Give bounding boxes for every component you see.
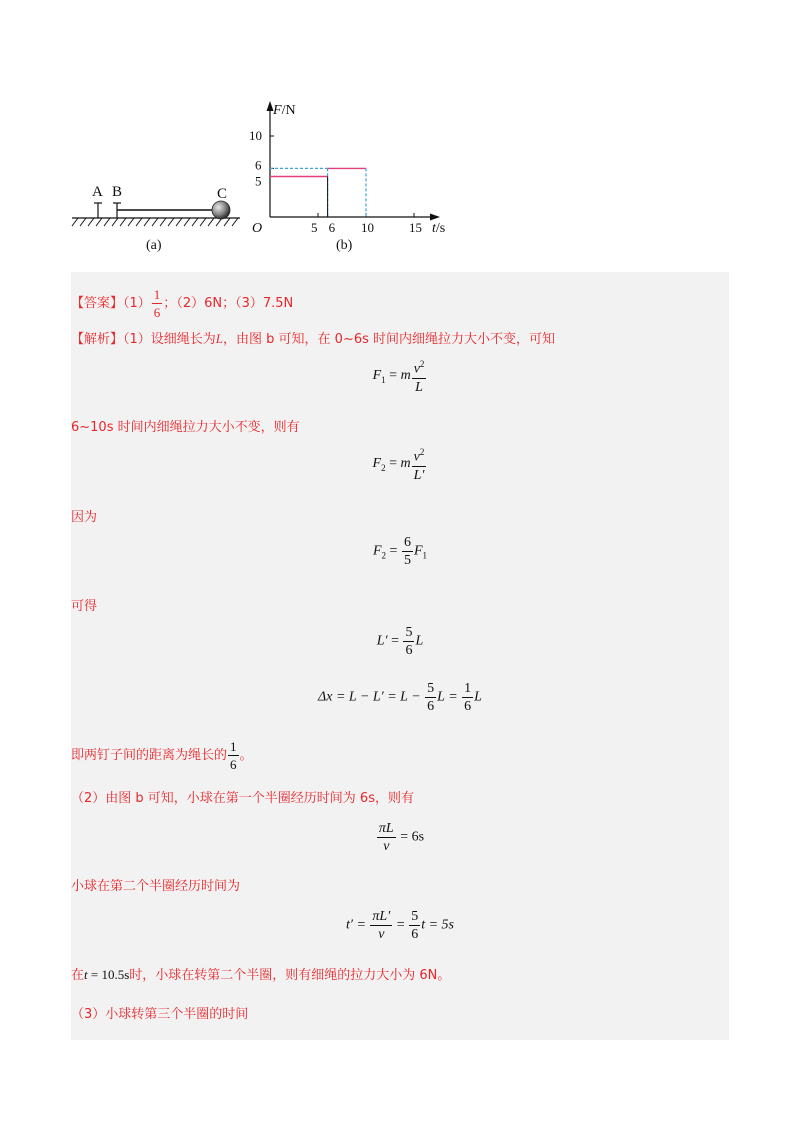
analysis-line-6: （2）由图 b 可知，小球在第一个半圈经历时间为 6s，则有: [71, 791, 414, 806]
analysis-line-8: 在t = 10.5s时，小球在转第二个半圈，则有细绳的拉力大小为 6N。: [71, 967, 451, 983]
equation-5: Δx = L − L′ = L − $\frac{5}{6}$ L = $\frac{1}{6}$ L: [318, 681, 482, 714]
label-a: A: [92, 184, 103, 200]
x-tick-label-6: 6: [328, 220, 336, 235]
caption-a: (a): [146, 238, 162, 253]
equation-3: $F_2$ = $\frac{6}{5}$ $F_1$: [372, 535, 428, 568]
answer-part3: （3）7.5N: [235, 296, 294, 311]
x-axis-label: t/s: [432, 221, 446, 236]
answer-line: 【答案】（1） $\frac{1}{6}$ ；（2）6N；（3）7.5N: [71, 287, 294, 320]
label-c: C: [217, 186, 228, 202]
y-axis-label: F/N: [273, 103, 296, 118]
y-tick-label-6: 6: [255, 157, 262, 173]
x-tick-label-10: 10: [361, 220, 374, 235]
equation-7: t′ = $\frac{\pi L'}{v}$ = $\frac{5}{6}$ t = 5s: [346, 909, 454, 942]
equation-2: $F_2 = m$ $\frac{v^2}{L'}$: [372, 447, 425, 483]
x-tick-label-15: 15: [409, 220, 422, 235]
equation-6: $\frac{\pi L}{v}$ = 6s: [378, 821, 425, 854]
x-tick-label-5: 5: [311, 220, 318, 235]
y-tick-label-10: 10: [249, 128, 262, 143]
equation-4: L′ = $\frac{5}{6}$ L: [376, 625, 424, 658]
figures-area: [0, 0, 800, 270]
analysis-line-7: 小球在第二个半圈经历时间为: [71, 879, 241, 894]
answer-prefix: 【答案】: [71, 296, 124, 311]
answer-part2: （2）6N；: [176, 296, 236, 311]
caption-b: (b): [336, 238, 353, 253]
origin-label: O: [252, 221, 263, 236]
y-tick-label-5: 5: [255, 173, 262, 189]
answer-part1: （1）: [123, 296, 151, 311]
analysis-line-2: 6~10s 时间内细绳拉力大小不变，则有: [71, 420, 300, 435]
answer-fraction: $\frac{1}{6}$: [153, 287, 161, 320]
analysis-line-9: （3）小球转第三个半圈的时间: [71, 1007, 249, 1022]
figure-b-chart: [0, 0, 800, 270]
answer-panel: [71, 272, 729, 1040]
analysis-prefix: 【解析】: [71, 332, 124, 347]
analysis-line-4: 可得: [71, 599, 98, 614]
label-b: B: [112, 184, 123, 200]
analysis-line-5: 即两钉子间的距离为绳长的 $\frac{1}{6}$ 。: [71, 739, 253, 772]
equation-1: $F_1 = m$ $\frac{v^2}{L}$: [372, 359, 425, 395]
y-axis: [267, 101, 274, 217]
analysis-line-3: 因为: [71, 510, 98, 525]
analysis-line-1: 【解析】（1）设细绳长为L，由图 b 可知，在 0~6s 时间内细绳拉力大小不变，可知: [71, 331, 556, 347]
